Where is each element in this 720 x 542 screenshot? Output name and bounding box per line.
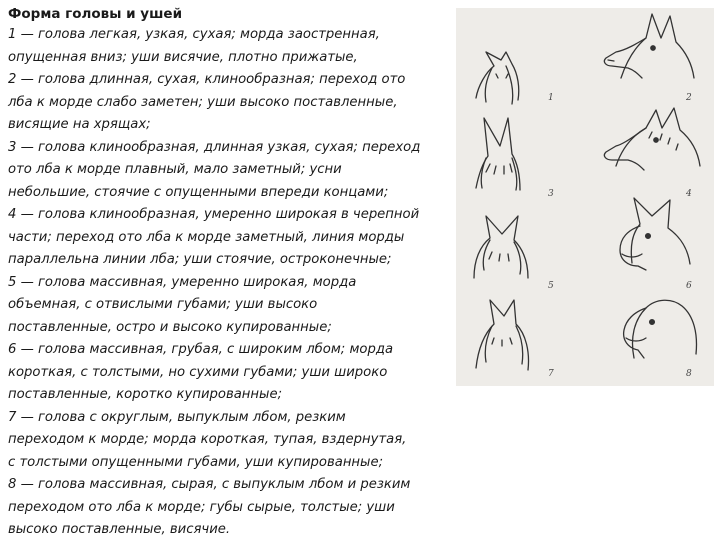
figure-label-2: 2: [686, 93, 692, 103]
figure-label-5: 5: [548, 281, 554, 291]
description-line: опущенная вниз; уши висячие, плотно прижатые,: [8, 49, 358, 65]
description-line: параллельна линии лба; уши стоячие, остроконечные;: [8, 252, 392, 267]
description-line: 8 — голова массивная, сырая, с выпуклым лбом и резким: [8, 477, 411, 492]
dog-head-sketch-6: [474, 216, 528, 278]
description-list: [8, 24, 466, 542]
page-title: Форма головы и ушей: [8, 6, 183, 22]
dog-head-sketch-2: [476, 52, 519, 104]
description-line: объемная, с отвислыми губами; уши высоко: [8, 297, 318, 312]
dog-head-sketch-1: [604, 14, 694, 78]
dog-head-sketch-4: [476, 118, 520, 190]
figure-label-4: 4: [686, 189, 692, 199]
description-line: ото лба к морде плавный, мало заметный; усни: [8, 162, 342, 177]
text-column: [8, 4, 466, 542]
description-line: 6 — голова массивная, грубая, с широким лбом; морда: [8, 342, 394, 357]
description-line: переходом к морде; морда короткая, тупая, вздернутая,: [8, 432, 407, 447]
description-line: поставленные, остро и высоко купированные;: [8, 319, 332, 335]
description-line: 1 — голова легкая, узкая, сухая; морда заостренная,: [8, 27, 380, 42]
description-line: поставленные, коротко купированные;: [8, 387, 283, 402]
description-line: 4 — голова клинообразная, умеренно широкая в черепной: [8, 207, 420, 222]
dog-head-sketch-7: [624, 300, 697, 358]
description-line: небольшие, стоячие с опущенными впереди концами;: [8, 184, 389, 200]
description-line: 2 — голова длинная, сухая, клинообразная; переход ото: [8, 72, 406, 87]
dog-head-sketch-8: [476, 300, 529, 370]
description-line: высоко поставленные, висячие.: [8, 522, 231, 537]
figure-label-6: 6: [686, 281, 692, 291]
figure-label-8: 8: [686, 369, 692, 379]
description-line: висящие на хрящах;: [8, 117, 151, 132]
figure-label-7: 7: [548, 369, 554, 379]
figure-number-labels: [548, 93, 692, 379]
dog-head-sketch-3: [604, 108, 700, 170]
description-line: переходом ото лба к морде; губы сырые, толстые; уши: [8, 499, 395, 515]
description-line: лба к морде слабо заметен; уши высоко поставленные,: [8, 94, 398, 110]
dog-head-illustration-plate: [456, 8, 714, 386]
dog-head-sketch-5: [620, 198, 690, 270]
figure-label-1: 1: [548, 93, 554, 103]
figure-label-3: 3: [548, 189, 554, 199]
description-line: 3 — голова клинообразная, длинная узкая, сухая; переход: [8, 139, 421, 155]
description-line: с толстыми опущенными губами, уши купированные;: [8, 454, 384, 470]
description-line: части; переход ото лба к морде заметный, линия морды: [8, 229, 405, 245]
description-line: 5 — голова массивная, умеренно широкая, морда: [8, 274, 357, 290]
description-line: короткая, с толстыми, но сухими губами; уши широко: [8, 364, 388, 380]
description-line: 7 — голова с округлым, выпуклым лбом, резким: [8, 409, 346, 425]
